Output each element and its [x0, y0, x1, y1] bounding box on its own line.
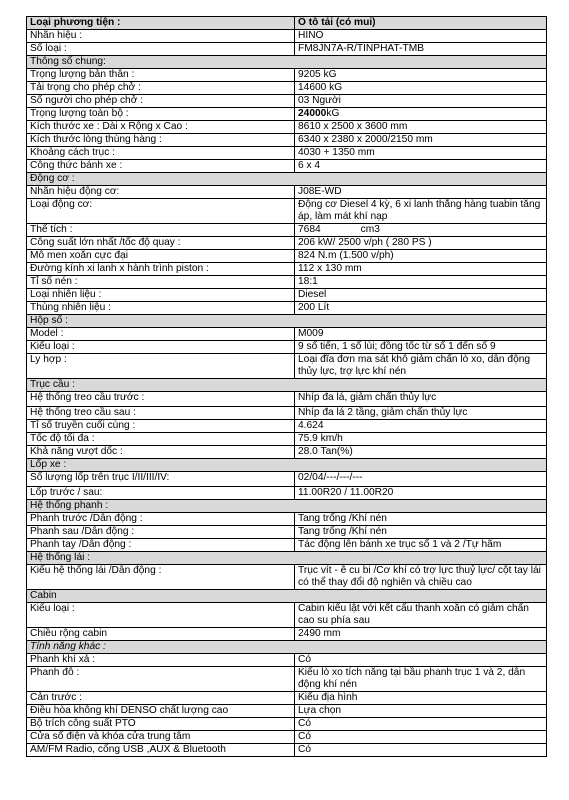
- spec-row: [27, 603, 547, 628]
- spec-value: 6340 x 2380 x 2000/2150 mm: [295, 134, 547, 147]
- spec-row: [27, 147, 547, 160]
- spec-row: [27, 43, 547, 56]
- spec-row: [27, 250, 547, 263]
- section-row: [27, 459, 547, 472]
- spec-row: [27, 472, 547, 487]
- spec-value: Có: [295, 744, 547, 757]
- section-title: Hộp số :: [27, 315, 547, 328]
- section-row: [27, 552, 547, 565]
- section-row: [27, 500, 547, 513]
- spec-value-number: 24000: [298, 108, 327, 119]
- spec-row: [27, 160, 547, 173]
- section-row: [27, 379, 547, 392]
- spec-row: [27, 82, 547, 95]
- spec-value: Lựa chọn: [295, 705, 547, 718]
- section-row: [27, 56, 547, 69]
- spec-value: [295, 224, 547, 237]
- spec-value: 9 số tiến, 1 số lùi; đồng tốc từ số 1 đến số 9: [295, 341, 547, 354]
- spec-label: Tỉ số nén :: [27, 276, 295, 289]
- section-title: Hệ thống phanh :: [27, 500, 547, 513]
- spec-value: 112 x 130 mm: [295, 263, 547, 276]
- section-title: Trục cầu :: [27, 379, 547, 392]
- spec-label: Kích thước lòng thùng hàng :: [27, 134, 295, 147]
- section-row: [27, 173, 547, 186]
- spec-label: AM/FM Radio, cổng USB ,AUX & Bluetooth: [27, 744, 295, 757]
- spec-label: Mô men xoắn cực đại: [27, 250, 295, 263]
- spec-row: [27, 667, 547, 692]
- spec-row: [27, 731, 547, 744]
- section-row: [27, 641, 547, 654]
- spec-label: Số lượng lốp trên trục I/II/III/IV:: [27, 472, 295, 487]
- spec-value: Động cơ Diesel 4 kỳ, 6 xi lanh thẳng hàng tuabin tăng áp, làm mát khí nạp: [295, 199, 547, 224]
- spec-label: Khoảng cách trục :: [27, 147, 295, 160]
- spec-label: Phanh tay /Dẫn động :: [27, 539, 295, 552]
- spec-body: [27, 17, 547, 757]
- spec-row: [27, 705, 547, 718]
- spec-value: FM8JN7A-R/TINPHAT-TMB: [295, 43, 547, 56]
- header-value: Ô tô tải (có mui): [295, 17, 547, 30]
- spec-row: [27, 565, 547, 590]
- spec-label: Chiều rộng cabin: [27, 628, 295, 641]
- section-title: Động cơ :: [27, 173, 547, 186]
- spec-label: Thùng nhiên liệu :: [27, 302, 295, 315]
- spec-label: Công thức bánh xe :: [27, 160, 295, 173]
- spec-label: Số loại :: [27, 43, 295, 56]
- spec-row: [27, 420, 547, 433]
- spec-value: 4030 + 1350 mm: [295, 147, 547, 160]
- spec-label: Cản trước :: [27, 692, 295, 705]
- spec-label: Tải trọng cho phép chở :: [27, 82, 295, 95]
- spec-value: 02/04/---/---/---: [295, 472, 547, 487]
- spec-value: 03 Người: [295, 95, 547, 108]
- spec-value: Tang trống /Khí nén: [295, 513, 547, 526]
- spec-row: [27, 718, 547, 731]
- spec-value: Loại đĩa đơn ma sát khô giảm chấn lò xo, dẫn động thủy lực, trợ lực khí nén: [295, 354, 547, 379]
- spec-label: Ly hợp :: [27, 354, 295, 379]
- spec-value: 4.624: [295, 420, 547, 433]
- section-title: Tính năng khác :: [27, 641, 547, 654]
- spec-value: Có: [295, 718, 547, 731]
- spec-value: M009: [295, 328, 547, 341]
- spec-row: [27, 433, 547, 446]
- spec-label: Điều hòa không khí DENSO chất lượng cao: [27, 705, 295, 718]
- header-label: Loại phương tiện :: [27, 17, 295, 30]
- spec-value: Diesel: [295, 289, 547, 302]
- spec-label: Kiểu loại :: [27, 341, 295, 354]
- spec-label: Trọng lượng bản thân :: [27, 69, 295, 82]
- spec-label: Bộ trích công suất PTO: [27, 718, 295, 731]
- spec-label: Thể tích :: [27, 224, 295, 237]
- spec-value: 6 x 4: [295, 160, 547, 173]
- spec-row: [27, 513, 547, 526]
- header-row: [27, 17, 547, 30]
- spec-label: Phanh khí xả :: [27, 654, 295, 667]
- spec-value: [295, 108, 547, 121]
- spec-value: 200 Lít: [295, 302, 547, 315]
- section-row: [27, 590, 547, 603]
- spec-value: Cabin kiểu lật với kết cấu thanh xoắn có giảm chấn cao su phía sau: [295, 603, 547, 628]
- spec-value: 8610 x 2500 x 3600 mm: [295, 121, 547, 134]
- spec-row: [27, 199, 547, 224]
- spec-row: [27, 744, 547, 757]
- spec-label: Lốp trước / sau:: [27, 487, 295, 500]
- spec-label: Model :: [27, 328, 295, 341]
- spec-row: [27, 692, 547, 705]
- spec-label: Công suất lớn nhất /tốc độ quay :: [27, 237, 295, 250]
- spec-label: Trọng lượng toàn bộ :: [27, 108, 295, 121]
- spec-value: 11.00R20 / 11.00R20: [295, 487, 547, 500]
- spec-row: [27, 526, 547, 539]
- spec-value: HINO: [295, 30, 547, 43]
- spec-row: [27, 487, 547, 500]
- spec-label: Loại nhiên liệu :: [27, 289, 295, 302]
- spec-row: [27, 95, 547, 108]
- spec-value: 14600 kG: [295, 82, 547, 95]
- spec-row: [27, 186, 547, 199]
- spec-row: [27, 108, 547, 121]
- spec-label: Khả năng vượt dốc :: [27, 446, 295, 459]
- spec-row: [27, 134, 547, 147]
- spec-value-number: 7684: [298, 224, 321, 235]
- spec-value: Nhíp đa lá, giảm chấn thủy lực: [295, 392, 547, 407]
- spec-value: Có: [295, 731, 547, 744]
- spec-value: Kiểu lò xo tích năng tại bầu phanh trục 1 và 2, dẫn động khí nén: [295, 667, 547, 692]
- spec-label: Cửa số điện và khóa cửa trung tâm: [27, 731, 295, 744]
- spec-row: [27, 121, 547, 134]
- section-title: Hệ thống lái :: [27, 552, 547, 565]
- spec-value: 824 N.m (1.500 v/ph): [295, 250, 547, 263]
- spec-value: Có: [295, 654, 547, 667]
- spec-row: [27, 276, 547, 289]
- spec-row: [27, 446, 547, 459]
- spec-value: Trục vít - ê cu bi /Cơ khí có trợ lực thuỷ lực/ cột tay lái có thể thay đổi độ nghiên và chiều cao: [295, 565, 547, 590]
- spec-label: Tốc độ tối đa :: [27, 433, 295, 446]
- spec-label: Hệ thống treo cầu sau :: [27, 407, 295, 420]
- spec-label: Kiểu hệ thống lái /Dẫn động :: [27, 565, 295, 590]
- spec-value-unit: kG: [326, 108, 340, 119]
- spec-label: Tỉ số truyền cuối cùng :: [27, 420, 295, 433]
- spec-label: Phanh sau /Dẫn động :: [27, 526, 295, 539]
- spec-row: [27, 341, 547, 354]
- spec-row: [27, 407, 547, 420]
- spec-row: [27, 30, 547, 43]
- spec-row: [27, 628, 547, 641]
- spec-value: Tác động lên bánh xe trục số 1 và 2 /Tự hãm: [295, 539, 547, 552]
- spec-label: Phanh trước /Dẫn động :: [27, 513, 295, 526]
- spec-value: J08E-WD: [295, 186, 547, 199]
- spec-value: 206 kW/ 2500 v/ph ( 280 PS ): [295, 237, 547, 250]
- spec-row: [27, 302, 547, 315]
- spec-row: [27, 289, 547, 302]
- spec-row: [27, 539, 547, 552]
- spec-label: Kiểu loại :: [27, 603, 295, 628]
- spec-label: Hệ thống treo cầu trước :: [27, 392, 295, 407]
- spec-label: Nhãn hiệu động cơ:: [27, 186, 295, 199]
- spec-value: Kiểu địa hình: [295, 692, 547, 705]
- spec-value: 75.9 km/h: [295, 433, 547, 446]
- spec-row: [27, 354, 547, 379]
- spec-row: [27, 69, 547, 82]
- section-title: Lốp xe :: [27, 459, 547, 472]
- spec-value: Nhíp đa lá 2 tầng, giảm chấn thủy lực: [295, 407, 547, 420]
- spec-label: Đường kính xi lanh x hành trình piston :: [27, 263, 295, 276]
- spec-value: 2490 mm: [295, 628, 547, 641]
- spec-label: Số người cho phép chở :: [27, 95, 295, 108]
- spec-label: Kích thước xe : Dài x Rộng x Cao :: [27, 121, 295, 134]
- spec-label: Loại động cơ:: [27, 199, 295, 224]
- spec-row: [27, 263, 547, 276]
- section-title: Cabin: [27, 590, 547, 603]
- spec-label: Phanh đỗ :: [27, 667, 295, 692]
- section-row: [27, 315, 547, 328]
- spec-row: [27, 328, 547, 341]
- section-title: Thông số chung:: [27, 56, 547, 69]
- spec-value-unit: cm3: [360, 224, 380, 235]
- spec-row: [27, 654, 547, 667]
- spec-table: [26, 16, 547, 757]
- spec-label: Nhãn hiệu :: [27, 30, 295, 43]
- spec-value: 18:1: [295, 276, 547, 289]
- spec-value: 28.0 Tan(%): [295, 446, 547, 459]
- spec-value: 9205 kG: [295, 69, 547, 82]
- spec-row: [27, 224, 547, 237]
- spec-row: [27, 392, 547, 407]
- spec-value: Tang trống /Khí nén: [295, 526, 547, 539]
- spec-row: [27, 237, 547, 250]
